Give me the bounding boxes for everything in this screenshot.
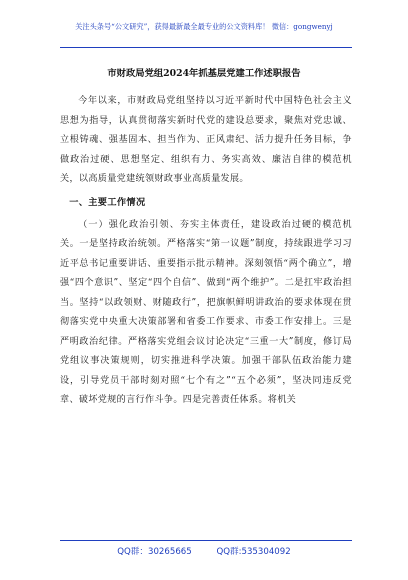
section-paragraph: （一）强化政治引领、夯实主体责任，建设政治过硬的模范机关。一是坚持政治统领。严格落实“第一议题”制度，持续跟进学习习近平总书记重要讲话、重要指示批示精神。深刻领悟“两个确立”，增强“四个意识”、坚定“四个自信”、做到“两个维护”。二是扛牢政治担当。坚持“以政领财、财随政行”，把旗帜鲜明讲政治的要求体现在贯彻落实党中央重大决策部署和省委工作要求、市委工作安排上。三是严明政治纪律。严格落实党组会议讨论决定“三重一大”制度，修订局党组议事决策规则，切实推进科学决策。加强干部队伍政治能力建设，引导党员干部时刻对照“七个有之”“五个必须”，坚决同违反党章、破坏党规的言行作斗争。四是完善责任体系。将机关: [60, 219, 352, 405]
document-title: 市财政局党组2024年抓基层党建工作述职报告: [107, 68, 301, 79]
footer-qq-group-2: QQ群:535304092: [216, 547, 291, 557]
footer-qq-group-1: QQ群：30265665: [117, 547, 192, 557]
header-banner: 关注头条号“公文研究”，获得最新最全最专业的公文资料库！ 微信：gongwenyj: [75, 22, 333, 31]
intro-paragraph: 今年以来，市财政局党组坚持以习近平新时代中国特色社会主义思想为指导，认真贯彻落实新时代党的建设总要求，聚焦对党忠诚、立根铸魂、强基固本、担当作为、正风肃纪、活力提升任务目标，争做政治过硬、思想坚定、组织有力、务实高效、廉洁自律的模范机关，以高质量党建统领财政事业高质量发展。: [60, 96, 352, 184]
section-heading: 一、主要工作情况: [69, 196, 146, 208]
footer: [0, 546, 408, 558]
header-divider: [60, 47, 352, 48]
document-body: [60, 92, 352, 411]
footer-divider: [60, 540, 352, 541]
